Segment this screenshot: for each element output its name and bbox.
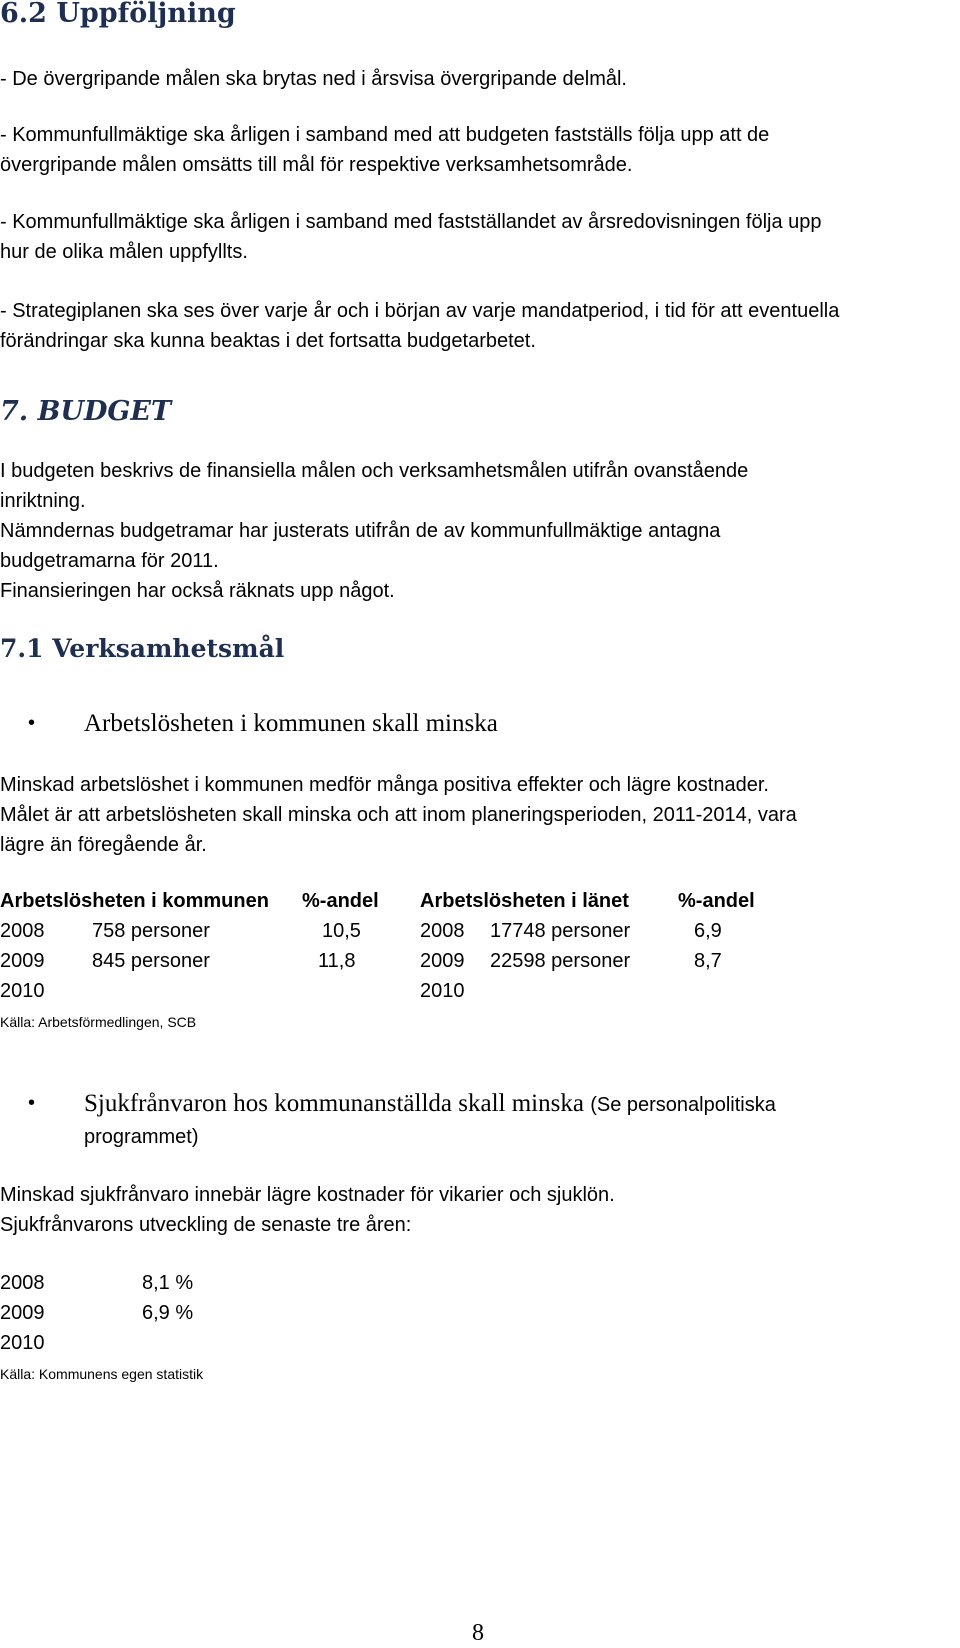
sick-leave-source: Källa: Kommunens egen statistik [0, 1366, 204, 1382]
row-year: 2009 [0, 950, 45, 972]
followup-item-1: - De övergripande målen ska brytas ned i årsvisa övergripande delmål. [0, 68, 627, 90]
budget-line-1: I budgeten beskrivs de finansiella målen och verksamhetsmålen utifrån ovanstående [0, 460, 749, 482]
goal2-title-note-line-2: programmet) [84, 1126, 199, 1148]
budget-line-4: budgetramarna för 2011. [0, 550, 219, 572]
table-row [0, 920, 960, 950]
row-year-2: 2008 [420, 920, 465, 942]
row-kommun-pct: 10,5 [322, 920, 361, 942]
page-number: 8 [472, 1620, 484, 1646]
goal-title-text: Sjukfrånvaron hos kommunanställda skall minska [84, 1090, 584, 1117]
followup-item-3-line-2: hur de olika målen uppfyllts. [0, 241, 248, 263]
unemployment-table-header [0, 890, 960, 920]
row-kommun: 845 personer [92, 950, 210, 972]
row-kommun: 758 personer [92, 920, 210, 942]
goal-title-note: (Se personalpolitiska [590, 1094, 776, 1116]
stats-value: 6,9 % [142, 1302, 194, 1324]
row-lan-pct: 8,7 [694, 950, 722, 972]
header-lan: Arbetslösheten i länet [420, 890, 629, 912]
stats-row [0, 1272, 960, 1302]
header-kommun: Arbetslösheten i kommunen [0, 890, 269, 912]
stats-year: 2009 [0, 1302, 45, 1324]
followup-item-4-line-2: förändringar ska kunna beaktas i det fortsatta budgetarbetet. [0, 330, 536, 352]
goal1-line-3: lägre än föregående år. [0, 834, 207, 856]
row-kommun-pct: 11,8 [318, 950, 356, 972]
goal-title-sick-leave [84, 1090, 776, 1118]
followup-item-4-line-1: - Strategiplanen ska ses över varje år och i början av varje mandatperiod, i tid för att eventuella [0, 300, 840, 322]
budget-line-2: inriktning. [0, 490, 86, 512]
row-year-2: 2010 [420, 980, 465, 1002]
row-year: 2008 [0, 920, 45, 942]
header-lan-pct: %-andel [678, 890, 755, 912]
stats-year: 2010 [0, 1332, 45, 1354]
stats-value: 8,1 % [142, 1272, 194, 1294]
followup-item-2-line-2: övergripande målen omsätts till mål för respektive verksamhetsområde. [0, 154, 633, 176]
followup-item-3-line-1: - Kommunfullmäktige ska årligen i samband med fastställandet av årsredovisningen följa upp [0, 211, 822, 233]
section-heading-7-1: 7.1 Verksamhetsmål [0, 634, 285, 663]
row-year: 2010 [0, 980, 45, 1002]
stats-row [0, 1302, 960, 1332]
row-lan: 22598 personer [490, 950, 631, 972]
table-row [0, 950, 960, 980]
section-heading-7: 7. BUDGET [0, 396, 172, 427]
goal1-line-2: Målet är att arbetslösheten skall minska och att inom planeringsperioden, 2011-2014, vara [0, 804, 797, 826]
goal2-line-2: Sjukfrånvarons utveckling de senaste tre åren: [0, 1214, 412, 1236]
stats-year: 2008 [0, 1272, 45, 1294]
header-kommun-pct: %-andel [302, 890, 379, 912]
budget-line-5: Finansieringen har också räknats upp något. [0, 580, 395, 602]
row-lan: 17748 personer [490, 920, 631, 942]
goal2-line-1: Minskad sjukfrånvaro innebär lägre kostnader för vikarier och sjuklön. [0, 1184, 615, 1206]
unemployment-source: Källa: Arbetsförmedlingen, SCB [0, 1014, 197, 1030]
table-row [0, 980, 960, 1010]
goal-title-unemployment: Arbetslösheten i kommunen skall minska [84, 710, 498, 737]
followup-item-2-line-1: - Kommunfullmäktige ska årligen i samband med att budgeten fastställs följa upp att de [0, 124, 770, 146]
row-lan-pct: 6,9 [694, 920, 722, 942]
budget-line-3: Nämndernas budgetramar har justerats utifrån de av kommunfullmäktige antagna [0, 520, 721, 542]
row-year-2: 2009 [420, 950, 465, 972]
bullet-icon: • [28, 1092, 36, 1114]
goal1-line-1: Minskad arbetslöshet i kommunen medför många positiva effekter och lägre kostnader. [0, 774, 769, 796]
bullet-icon: • [28, 712, 36, 734]
section-heading-6-2: 6.2 Uppföljning [0, 0, 236, 29]
stats-row [0, 1332, 960, 1362]
